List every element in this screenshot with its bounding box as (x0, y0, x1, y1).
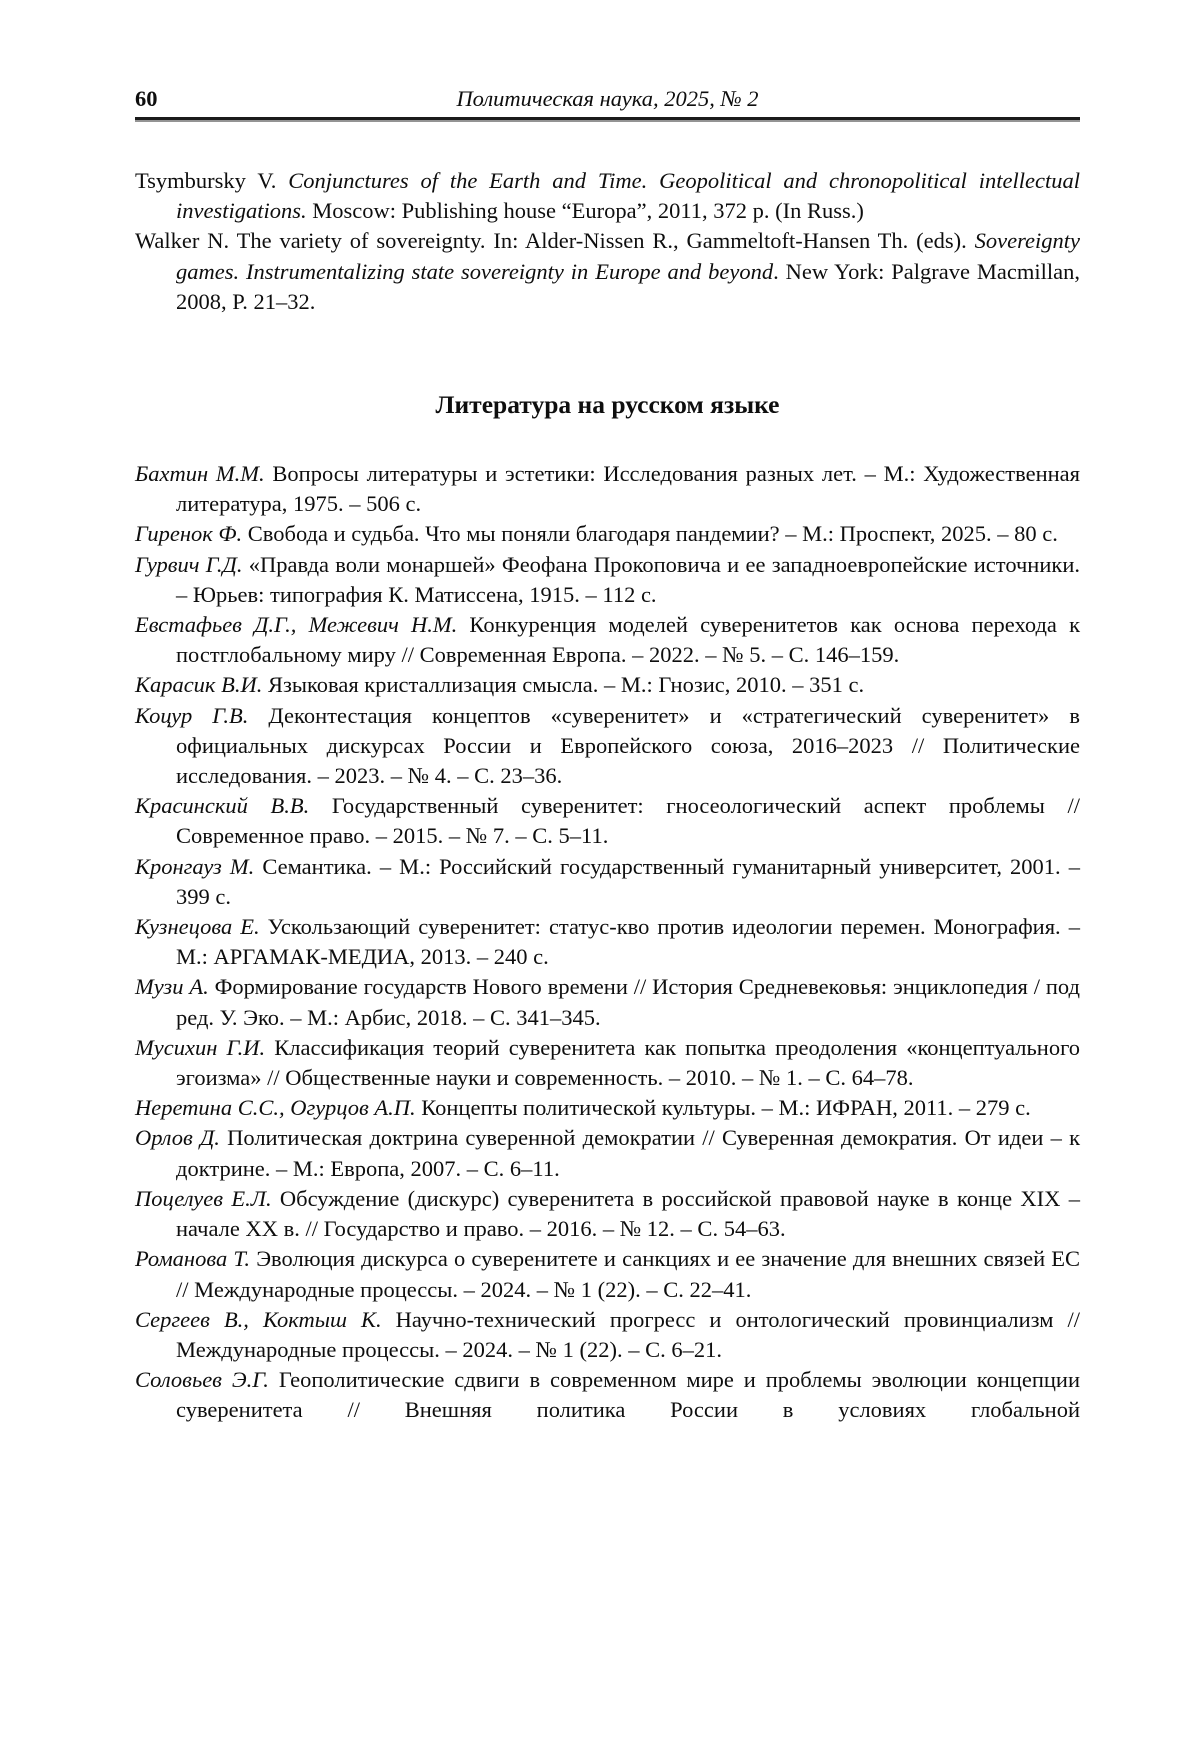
reference-text-segment: Свобода и судьба. Что мы поняли благодаря пандемии? – М.: Проспект, 2025. – 80 с. (242, 521, 1058, 547)
section-heading: Литература на русском языке (435, 390, 780, 420)
reference-text-segment: Классификация теорий суверенитета как попытка преодоления «концептуального эгоизма» // Общественные науки и современность. – 2010. – № 1. – С. 64–78. (176, 1034, 1080, 1091)
reference-entry (135, 459, 1080, 519)
reference-italic-segment: Гиренок Ф. (135, 521, 243, 547)
reference-entry (135, 670, 1080, 700)
reference-italic-segment: Орлов Д. (135, 1125, 220, 1151)
reference-italic-segment: Бахтин М.М. (135, 461, 265, 487)
reference-entry (135, 1244, 1080, 1304)
reference-text-segment: Вопросы литературы и эстетики: Исследования разных лет. – М.: Художественная литература, 1975. – 506 с. (176, 461, 1080, 517)
page-header (135, 86, 1080, 112)
reference-italic-segment: Музи А. (135, 974, 209, 1000)
reference-italic-segment: Conjunctures of the Earth and Time. Geopolitical and chronopolitical intellectual investigations. (176, 168, 1080, 224)
reference-text-segment: Геополитические сдвиги в современном мире и проблемы эволюции концепции суверенитета // Внешняя политика России в условиях глобальной (176, 1367, 1080, 1423)
header-rule (135, 117, 1080, 120)
page-number: 60 (135, 86, 158, 111)
reference-text-segment: Конкуренция моделей суверенитетов как основа перехода к постглобальному миру // Современная Европа. – 2022. – № 5. – С. 146–159. (176, 612, 1081, 668)
reference-entry (135, 550, 1080, 610)
reference-text-segment: Языковая кристаллизация смысла. – М.: Гнозис, 2010. – 351 с. (262, 672, 865, 698)
reference-text-segment: Научно-технический прогресс и онтологический провинциализм // Международные процессы. – 2024. – № 1 (22). – С. 6–21. (176, 1306, 1080, 1362)
reference-italic-segment: Sovereignty games. Instrumentalizing state sovereignty in Europe and beyond (176, 228, 1080, 284)
reference-entry (135, 1123, 1080, 1183)
references-russian-list (135, 459, 1080, 1426)
reference-italic-segment: Коцур Г.В. (135, 702, 249, 728)
reference-italic-segment: Красинский В.В. (135, 793, 310, 819)
reference-text-segment: Обсуждение (дискурс) суверенитета в российской правовой науке в конце XIX – начале XX в. // Государство и право. – 2016. – № 12. – С. 54–63. (176, 1185, 1080, 1242)
reference-entry (135, 972, 1080, 1032)
reference-italic-segment: Кронгауз М. (135, 853, 255, 879)
reference-entry (135, 226, 1080, 317)
reference-text-segment: Деконтестация концептов «суверенитет» и «стратегический суверенитет» в официальных дискурсах России и Европейского союза, 2016–2023 // Политические исследования. – 2023. – № 4. – С. 23–36. (176, 702, 1080, 789)
reference-text-segment: Ускользающий суверенитет: статус-кво против идеологии перемен. Монография. – М.: АРГАМАК-МЕДИА, 2013. – 240 с. (176, 914, 1080, 970)
reference-italic-segment: Сергеев В., Коктыш К. (135, 1306, 382, 1332)
reference-entry (135, 519, 1080, 549)
reference-text-segment: Tsymbursky V. (135, 168, 289, 193)
reference-entry (135, 166, 1080, 226)
reference-entry (135, 912, 1080, 972)
reference-text-segment: Политическая доктрина суверенной демократии // Суверенная демократия. От идеи – к доктрине. – М.: Европа, 2007. – С. 6–11. (176, 1125, 1080, 1181)
reference-italic-segment: Соловьев Э.Г. (135, 1367, 269, 1393)
reference-entry (135, 1033, 1080, 1093)
reference-italic-segment: Кузнецова Е. (135, 914, 260, 940)
reference-entry (135, 1184, 1080, 1244)
reference-italic-segment: Карасик В.И. (135, 672, 263, 698)
journal-title: Политическая наука, 2025, № 2 (456, 86, 759, 111)
reference-text-segment: Формирование государств Нового времени // История Средневековья: энциклопедия / под ред. У. Эко. – М.: Арбис, 2018. – С. 341–345. (176, 974, 1080, 1030)
reference-text-segment: Государственный суверенитет: гносеологический аспект проблемы // Современное право. – 2015. – № 7. – С. 5–11. (176, 793, 1081, 849)
reference-entry (135, 1365, 1080, 1425)
reference-entry (135, 1093, 1080, 1123)
reference-entry (135, 1305, 1080, 1365)
reference-entry (135, 852, 1080, 912)
reference-italic-segment: Мусихин Г.И. (135, 1034, 266, 1060)
reference-text-segment: . New York: Palgrave Macmillan, 2008, P. 21–32. (176, 258, 1080, 314)
reference-italic-segment: Гурвич Г.Д. (135, 551, 243, 577)
reference-text-segment: Moscow: Publishing house “Europa”, 2011, 372 p. (In Russ.) (306, 198, 864, 224)
reference-text-segment: Концепты политической культуры. – М.: ИФРАН, 2011. – 279 с. (415, 1095, 1031, 1121)
reference-text-segment: Семантика. – М.: Российский государственный гуманитарный университет, 2001. – 399 с. (176, 853, 1080, 909)
reference-text-segment: «Правда воли монаршей» Феофана Прокоповича и ее западноевропейские источники. – Юрьев: типография К. Матиссена, 1915. – 112 с. (176, 551, 1080, 607)
reference-italic-segment: Неретина С.С., Огурцов А.П. (135, 1095, 416, 1121)
reference-entry (135, 610, 1080, 670)
reference-italic-segment: Поцелуев Е.Л. (135, 1185, 272, 1211)
references-english-list (135, 166, 1080, 317)
reference-text-segment: Эволюция дискурса о суверенитете и санкциях и ее значение для внешних связей ЕС // Международные процессы. – 2024. – № 1 (22). – С. 22–41. (176, 1246, 1080, 1302)
reference-italic-segment: Романова Т. (135, 1246, 251, 1272)
reference-entry (135, 701, 1080, 792)
reference-entry (135, 791, 1080, 851)
reference-text-segment: Walker N. The variety of sovereignty. In: Alder-Nissen R., Gammeltoft-Hansen Th. (eds). (135, 228, 975, 254)
reference-italic-segment: Евстафьев Д.Г., Межевич Н.М. (135, 612, 458, 638)
